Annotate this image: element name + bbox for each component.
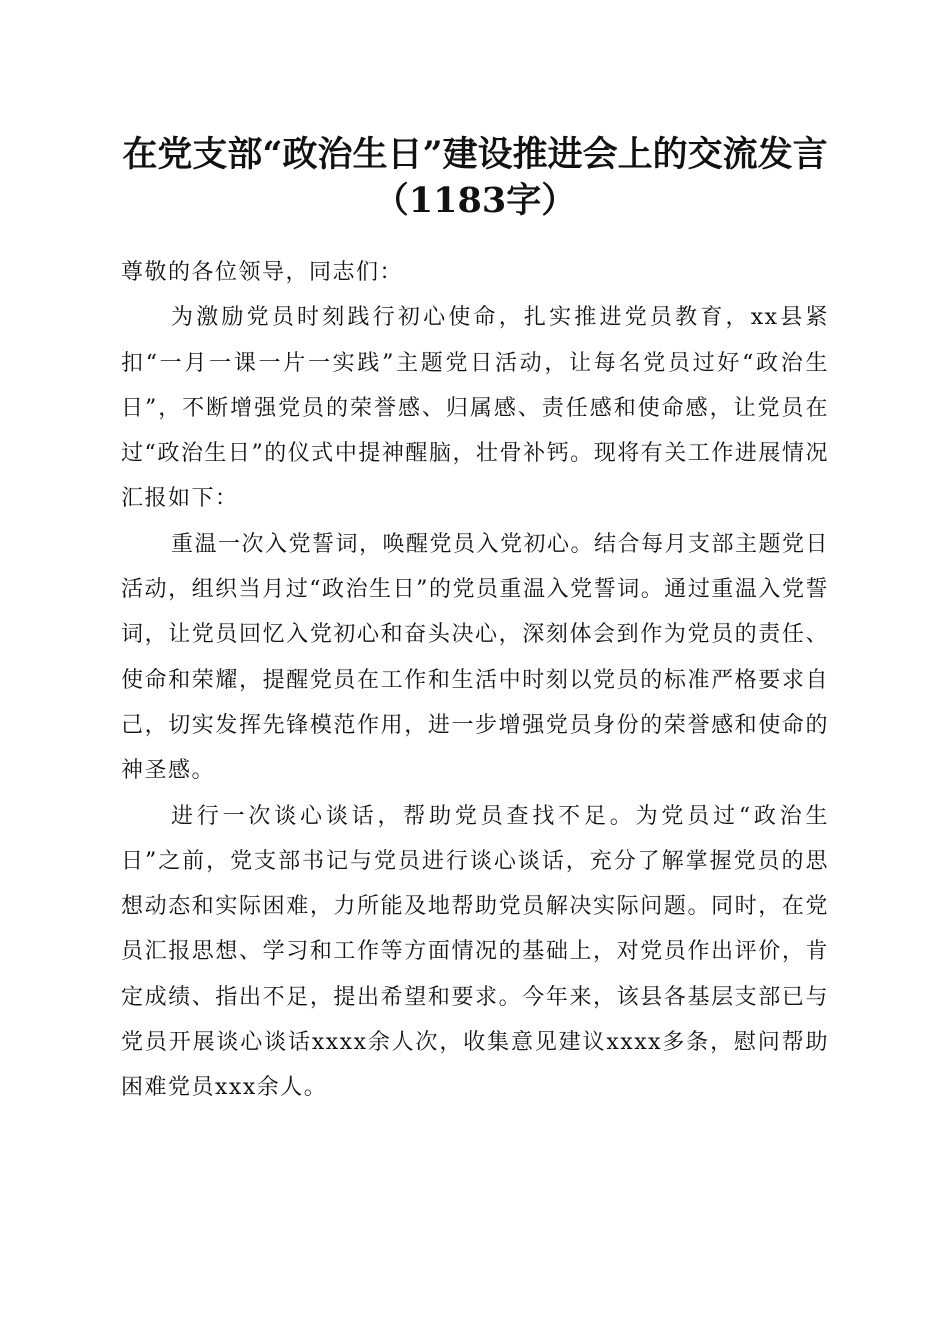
paragraph-1: 为激励党员时刻践行初心使命，扎实推进党员教育，xx县紧扣“一月一课一片一实践”主题党日活动，让每名党员过好“政治生日”，不断增强党员的荣誉感、归属感、责任感和使命感，让党员在过“政治生日”的仪式中提神醒脑，壮骨补钙。现将有关工作进展情况汇报如下： xyxy=(121,305,829,512)
document-title: 在党支部“政治生日”建设推进会上的交流发言（1183字） xyxy=(122,134,828,221)
paragraph-2: 重温一次入党誓词，唤醒党员入党初心。结合每月支部主题党日活动，组织当月过“政治生日”的党员重温入党誓词。通过重温入党誓词，让党员回忆入党初心和奋头决心，深刻体会到作为党员的责任、使命和荣耀，提醒党员在工作和生活中时刻以党员的标准严格要求自己，切实发挥先锋模范作用，进一步增强党员身份的荣誉感和使命的神圣感。 xyxy=(121,531,830,784)
paragraph-3: 进行一次谈心谈话，帮助党员查找不足。为党员过“政治生日”之前，党支部书记与党员进行谈心谈话，充分了解掌握党员的思想动态和实际困难，力所能及地帮助党员解决实际问题。同时，在党员汇报思想、学习和工作等方面情况的基础上，对党员作出评价，肯定成绩、指出不足，提出希望和要求。今年来，该县各基层支部已与党员开展谈心谈话xxxx余人次，收集意见建议xxxx多条，慰问帮助困难党员xxx余人。 xyxy=(121,803,829,1101)
salutation: 尊敬的各位领导，同志们： xyxy=(121,260,404,285)
document-body xyxy=(121,250,829,1111)
